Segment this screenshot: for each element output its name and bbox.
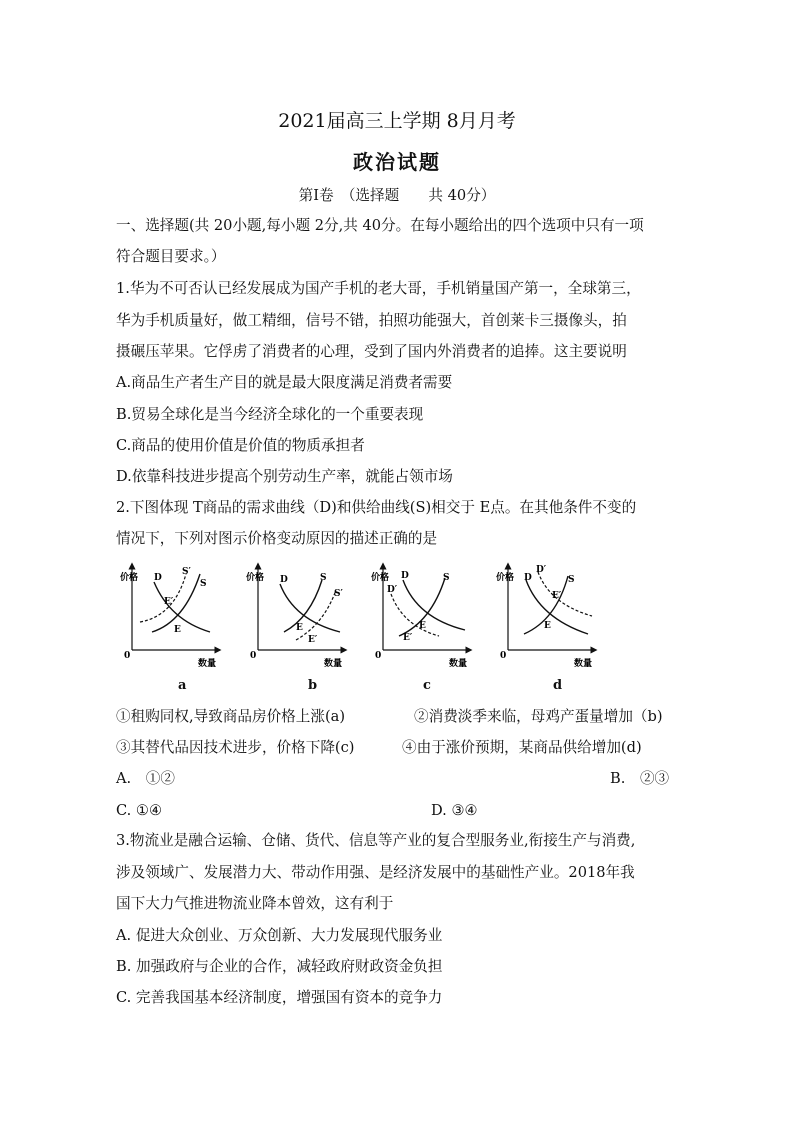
q2-stem-line-2: 情况下，下列对图示价格变动原因的描述正确的是 <box>116 530 438 547</box>
svg-text:数量: 数量 <box>449 659 468 669</box>
svg-text:数量: 数量 <box>324 659 343 669</box>
graph-caption-c: c <box>423 678 431 693</box>
svg-text:S: S <box>320 573 327 583</box>
q2-stem-line-1: 2.下图体现 T商品的需求曲线（D)和供给曲线(S)相交于 E点。在其他条件不变的 <box>116 499 637 516</box>
svg-text:E′: E′ <box>164 597 174 607</box>
q1-stem-line-1: 1.华为不可否认已经发展成为国产手机的老大哥，手机销量国产第一，全球第三， <box>116 280 641 297</box>
svg-text:S: S <box>443 573 450 583</box>
q1-option-c: C.商品的使用价值是价值的物质承担者 <box>116 437 365 454</box>
q3-stem-line-1: 3.物流业是融合运输、仓储、货代、信息等产业的复合型服务业,衔接生产与消费, <box>116 832 636 849</box>
svg-text:E′: E′ <box>403 633 413 643</box>
q2-choice-a: A. ①② <box>116 770 175 787</box>
svg-text:价格: 价格 <box>246 573 265 583</box>
svg-text:D: D <box>524 573 532 583</box>
svg-text:S: S <box>200 579 207 589</box>
supply-demand-graph-a <box>118 560 228 669</box>
q1-option-b: B.贸易全球化是当今经济全球化的一个重要表现 <box>116 406 424 423</box>
q2-statement-4: ④由于涨价预期，某商品供给增加(d) <box>402 739 642 756</box>
svg-text:E: E <box>419 621 426 631</box>
svg-text:0: 0 <box>250 651 257 661</box>
q1-stem-line-2: 华为手机质量好，做工精细，信号不错，拍照功能强大，首创莱卡三摄像头，拍 <box>116 312 627 329</box>
q2-choice-b: B. ②③ <box>610 770 670 787</box>
svg-text:D′: D′ <box>387 585 398 595</box>
x-axis-label: 数量 <box>198 659 217 669</box>
origin-label: 0 <box>124 651 131 661</box>
q3-stem-line-2: 涉及领域广、发展潜力大、带动作用强、是经济发展中的基础性产业。2018年我 <box>116 864 635 881</box>
instructions-line-2: 符合题目要求。） <box>116 248 226 265</box>
y-axis-label: 价格 <box>120 573 139 583</box>
svg-text:E: E <box>544 621 551 631</box>
q2-statement-3: ③其替代品因技术进步，价格下降(c) <box>116 739 355 756</box>
q3-option-c: C. 完善我国基本经济制度，增强国有资本的竞争力 <box>116 989 443 1006</box>
svg-text:数量: 数量 <box>574 659 593 669</box>
q2-choice-c: C. ①④ <box>116 802 163 819</box>
svg-text:D: D <box>280 575 288 585</box>
svg-text:E′: E′ <box>552 591 562 601</box>
svg-text:D: D <box>154 573 162 583</box>
q2-statement-2: ②消费淡季来临，母鸡产蛋量增加（b) <box>414 708 663 725</box>
svg-text:价格: 价格 <box>371 573 390 583</box>
q3-option-a: A. 促进大众创业、万众创新、大力发展现代服务业 <box>116 927 443 944</box>
svg-text:0: 0 <box>375 651 382 661</box>
svg-text:S′: S′ <box>334 589 343 599</box>
subject-title: 政治试题 <box>353 150 441 174</box>
supply-demand-graph-d <box>494 560 604 669</box>
svg-text:E: E <box>174 625 181 635</box>
graph-caption-a: a <box>178 678 187 693</box>
q2-statement-1: ①租购同权,导致商品房价格上涨(a) <box>116 708 346 725</box>
q3-stem-line-3: 国下大力气推进物流业降本曾效，这有利于 <box>116 895 394 912</box>
svg-text:价格: 价格 <box>496 573 515 583</box>
q1-option-a: A.商品生产者生产目的就是最大限度满足消费者需要 <box>116 374 453 391</box>
svg-text:D′: D′ <box>536 565 547 575</box>
supply-demand-graph-c <box>369 560 479 669</box>
svg-text:0: 0 <box>500 651 507 661</box>
svg-text:E: E <box>296 623 303 633</box>
supply-demand-graph-b <box>244 560 354 669</box>
svg-text:E′: E′ <box>308 635 318 645</box>
q3-option-b: B. 加强政府与企业的合作，减轻政府财政资金负担 <box>116 958 443 975</box>
q2-choice-d: D. ③④ <box>431 802 478 819</box>
q1-stem-line-3: 摄碾压苹果。它俘虏了消费者的心理，受到了国内外消费者的追捧。这主要说明 <box>116 343 627 360</box>
instructions-line-1: 一、选择题(共 20小题,每小题 2分,共 40分。在每小题给出的四个选项中只有一项 <box>116 217 644 234</box>
svg-text:S: S <box>568 575 575 585</box>
q1-option-d: D.依靠科技进步提高个别劳动生产率，就能占领市场 <box>116 468 453 485</box>
svg-text:D: D <box>401 571 409 581</box>
graph-caption-b: b <box>308 678 318 693</box>
svg-text:S′: S′ <box>182 567 191 577</box>
graph-caption-d: d <box>553 678 563 693</box>
section-heading: 第Ⅰ卷 （选择题 共 40分） <box>298 187 496 204</box>
exam-title: 2021届高三上学期 8月月考 <box>278 110 516 132</box>
